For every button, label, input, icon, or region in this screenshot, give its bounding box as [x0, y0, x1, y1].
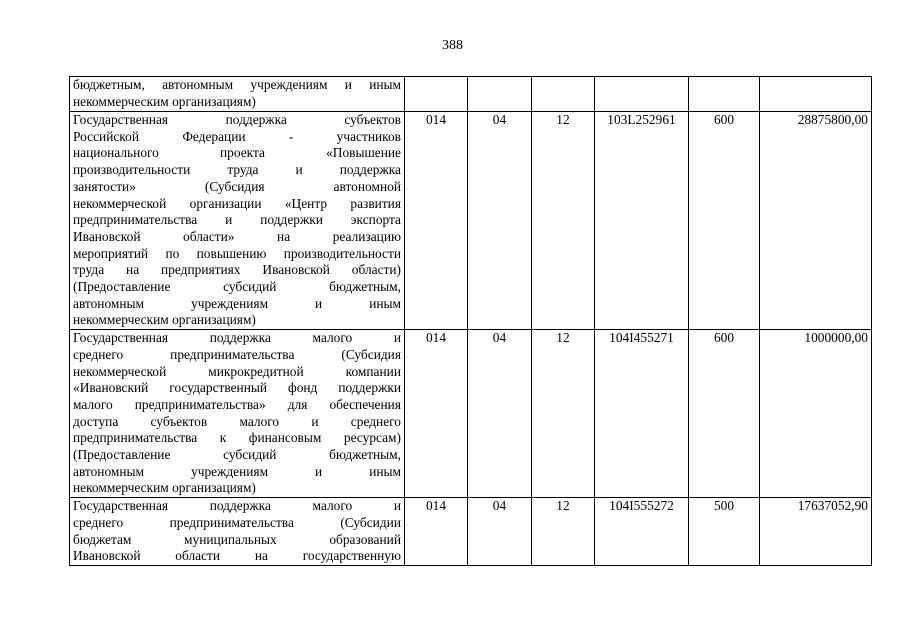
target-article-cell: 104I455271 [595, 330, 689, 498]
target-article-cell: 104I555272 [595, 498, 689, 566]
expense-type-cell [689, 77, 760, 112]
description-line: автономным учреждениям и иным [73, 295, 401, 311]
description-line: бюджетам муниципальных образований [73, 531, 401, 547]
section-cell: 04 [468, 498, 532, 566]
amount-cell [760, 77, 872, 112]
section-cell: 04 [468, 330, 532, 498]
table-row [70, 77, 872, 112]
grbs-cell: 014 [405, 330, 468, 498]
description-line: предпринимательства и поддержки экспорта [73, 212, 401, 228]
section-cell: 04 [468, 112, 532, 330]
subsection-cell: 12 [532, 498, 595, 566]
row-description [70, 112, 405, 330]
subsection-cell: 12 [532, 112, 595, 330]
description-line: Государственная поддержка субъектов [73, 112, 401, 127]
description-line: национального проекта «Повышение [73, 145, 401, 161]
expense-type-cell: 600 [689, 330, 760, 498]
description-line: среднего предпринимательства (Субсидии [73, 514, 401, 530]
table-row [70, 330, 872, 498]
description-line: среднего предпринимательства (Субсидия [73, 346, 401, 362]
description-line: «Ивановский государственный фонд поддержки [73, 380, 401, 396]
budget-table [69, 76, 872, 566]
row-description [70, 77, 405, 112]
description-line: предпринимательства к финансовым ресурсам) [73, 430, 401, 446]
subsection-cell [532, 77, 595, 112]
table-row [70, 112, 872, 330]
description-line: некоммерческим организациям) [73, 480, 256, 496]
description-line: Ивановской области на государственную [73, 548, 401, 564]
description-line: (Предоставление субсидий бюджетным, [73, 447, 401, 463]
grbs-cell: 014 [405, 112, 468, 330]
target-article-cell: 103L252961 [595, 112, 689, 330]
description-line: доступа субъектов малого и среднего [73, 413, 401, 429]
description-line: некоммерческим организациям) [73, 93, 256, 109]
table-row [70, 498, 872, 566]
description-line: Российской Федерации - участников [73, 128, 401, 144]
subsection-cell: 12 [532, 330, 595, 498]
target-article-cell [595, 77, 689, 112]
amount-cell: 28875800,00 [760, 112, 872, 330]
section-cell [468, 77, 532, 112]
description-line: труда на предприятиях Ивановской области) [73, 262, 401, 278]
amount-cell: 1000000,00 [760, 330, 872, 498]
amount-cell: 17637052,90 [760, 498, 872, 566]
description-line: производительности труда и поддержка [73, 162, 401, 178]
description-line: Государственная поддержка малого и [73, 498, 401, 514]
description-line: занятости» (Субсидия автономной [73, 178, 401, 194]
grbs-cell: 014 [405, 498, 468, 566]
expense-type-cell: 600 [689, 112, 760, 330]
description-line: (Предоставление субсидий бюджетным, [73, 279, 401, 295]
description-line: некоммерческой организации «Центр развития [73, 195, 401, 211]
description-line: мероприятий по повышению производительности [73, 245, 401, 261]
row-description [70, 330, 405, 498]
expense-type-cell: 500 [689, 498, 760, 566]
description-line: некоммерческим организациям) [73, 312, 256, 328]
description-line: некоммерческой микрокредитной компании [73, 363, 401, 379]
description-line: Ивановской области» на реализацию [73, 228, 401, 244]
description-line: Государственная поддержка малого и [73, 330, 401, 346]
page-number: 388 [442, 38, 463, 53]
row-description [70, 498, 405, 566]
grbs-cell [405, 77, 468, 112]
description-line: автономным учреждениям и иным [73, 463, 401, 479]
description-line: бюджетным, автономным учреждениям и иным [73, 77, 401, 92]
description-line: малого предпринимательства» для обеспечения [73, 396, 401, 412]
